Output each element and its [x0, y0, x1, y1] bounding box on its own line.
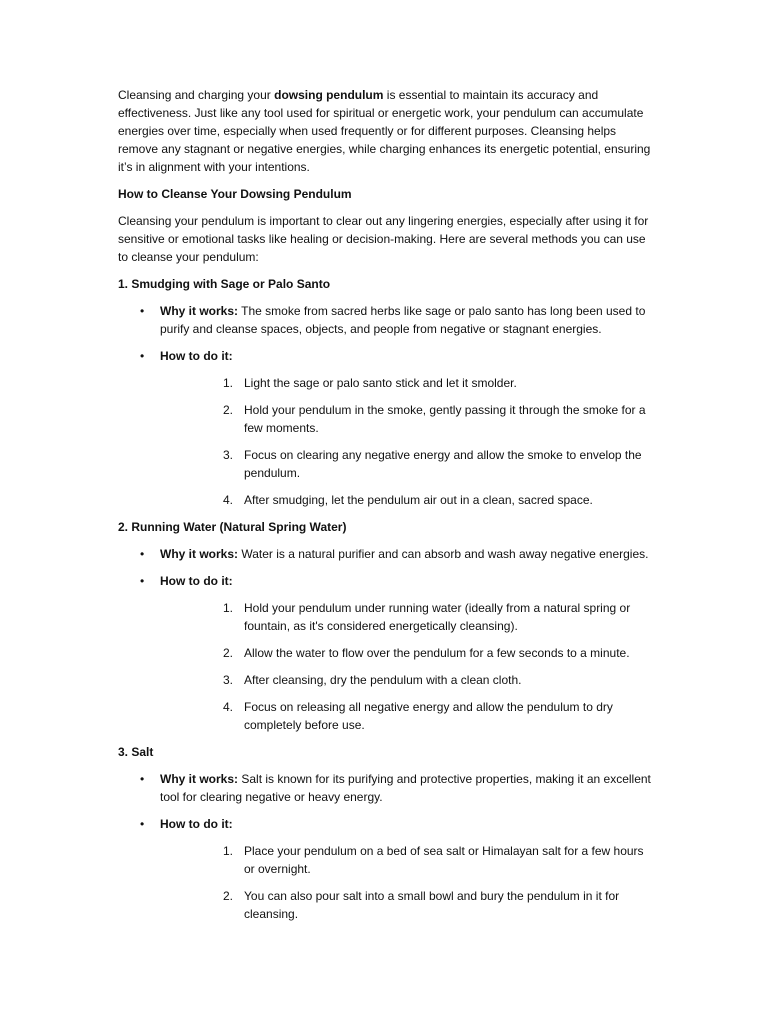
how-bullet: [118, 572, 653, 734]
steps-list: [160, 374, 653, 509]
step-text: You can also pour salt into a small bowl and bury the pendulum in it for cleansing.: [244, 889, 620, 921]
how-label: How to do it:: [160, 817, 233, 831]
step-item: [160, 671, 653, 689]
step-text: Focus on releasing all negative energy and allow the pendulum to dry completely before use.: [244, 700, 613, 732]
step-item: [160, 446, 653, 482]
step-number: 2.: [223, 646, 234, 660]
step-number: 1.: [223, 376, 234, 390]
step-item: [160, 401, 653, 437]
how-bullet: [118, 347, 653, 509]
method-section-running-water: [118, 518, 653, 734]
step-item: [160, 599, 653, 635]
step-text: After cleansing, dry the pendulum with a clean cloth.: [244, 673, 522, 687]
step-item: [160, 698, 653, 734]
how-bullet: [118, 815, 653, 923]
intro-text-start: Cleansing and charging your: [118, 88, 275, 102]
step-number: 1.: [223, 844, 234, 858]
step-text: Place your pendulum on a bed of sea salt or Himalayan salt for a few hours or overnight.: [244, 844, 644, 876]
heading-paragraph: Cleansing your pendulum is important to clear out any lingering energies, especially after using it for sensitive or emotional tasks like healing or decision-making. Here are several methods you can use to cleanse your pendulum:: [118, 214, 649, 264]
step-number: 1.: [223, 601, 234, 615]
why-label: Why it works:: [160, 304, 239, 318]
intro-bold-term: dowsing pendulum: [274, 88, 384, 102]
why-text: Salt is known for its purifying and protective properties, making it an excellent tool for clearing negative or heavy energy.: [160, 772, 651, 804]
intro-text-end: is essential to maintain its accuracy and effectiveness. Just like any tool used for spiritual or energetic work, your pendulum can accumulate energies over time, especially when used frequently or for different purposes. Cleansing helps remove any stagnant or negative energies, while charging enhances its energetic potential, ensuring it’s in alignment with your intentions.: [118, 88, 651, 174]
method-bullets: [118, 770, 653, 923]
method-title: 1. Smudging with Sage or Palo Santo: [118, 277, 331, 291]
method-title: 2. Running Water (Natural Spring Water): [118, 520, 347, 534]
intro-paragraph: [118, 86, 653, 176]
why-bullet: [118, 302, 653, 338]
why-text: The smoke from sacred herbs like sage or palo santo has long been used to purify and cleanse spaces, objects, and people from negative or stagnant energies.: [160, 304, 646, 336]
step-number: 2.: [223, 403, 234, 417]
step-item: [160, 374, 653, 392]
step-number: 3.: [223, 673, 234, 687]
step-text: Focus on clearing any negative energy and allow the smoke to envelop the pendulum.: [244, 448, 642, 480]
how-label: How to do it:: [160, 349, 233, 363]
step-item: [160, 491, 653, 509]
step-text: Hold your pendulum under running water (ideally from a natural spring or fountain, as it's considered energetically cleansing).: [244, 601, 631, 633]
step-number: 2.: [223, 889, 234, 903]
method-bullets: [118, 545, 653, 734]
step-text: Light the sage or palo santo stick and let it smolder.: [244, 376, 517, 390]
why-bullet: [118, 770, 653, 806]
method-section-smudging: [118, 275, 653, 509]
step-item: [160, 644, 653, 662]
method-section-salt: [118, 743, 653, 923]
step-text: After smudging, let the pendulum air out in a clean, sacred space.: [244, 493, 593, 507]
step-number: 3.: [223, 448, 234, 462]
why-bullet: [118, 545, 653, 563]
step-number: 4.: [223, 700, 234, 714]
document-body: [118, 86, 653, 932]
why-label: Why it works:: [160, 547, 239, 561]
step-text: Allow the water to flow over the pendulum for a few seconds to a minute.: [244, 646, 630, 660]
section-heading: How to Cleanse Your Dowsing Pendulum: [118, 187, 352, 201]
how-label: How to do it:: [160, 574, 233, 588]
step-text: Hold your pendulum in the smoke, gently passing it through the smoke for a few moments.: [244, 403, 646, 435]
step-item: [160, 842, 653, 878]
steps-list: [160, 842, 653, 923]
method-bullets: [118, 302, 653, 509]
step-number: 4.: [223, 493, 234, 507]
steps-list: [160, 599, 653, 734]
step-item: [160, 887, 653, 923]
method-title: 3. Salt: [118, 745, 154, 759]
why-label: Why it works:: [160, 772, 239, 786]
why-text: Water is a natural purifier and can absorb and wash away negative energies.: [238, 547, 649, 561]
